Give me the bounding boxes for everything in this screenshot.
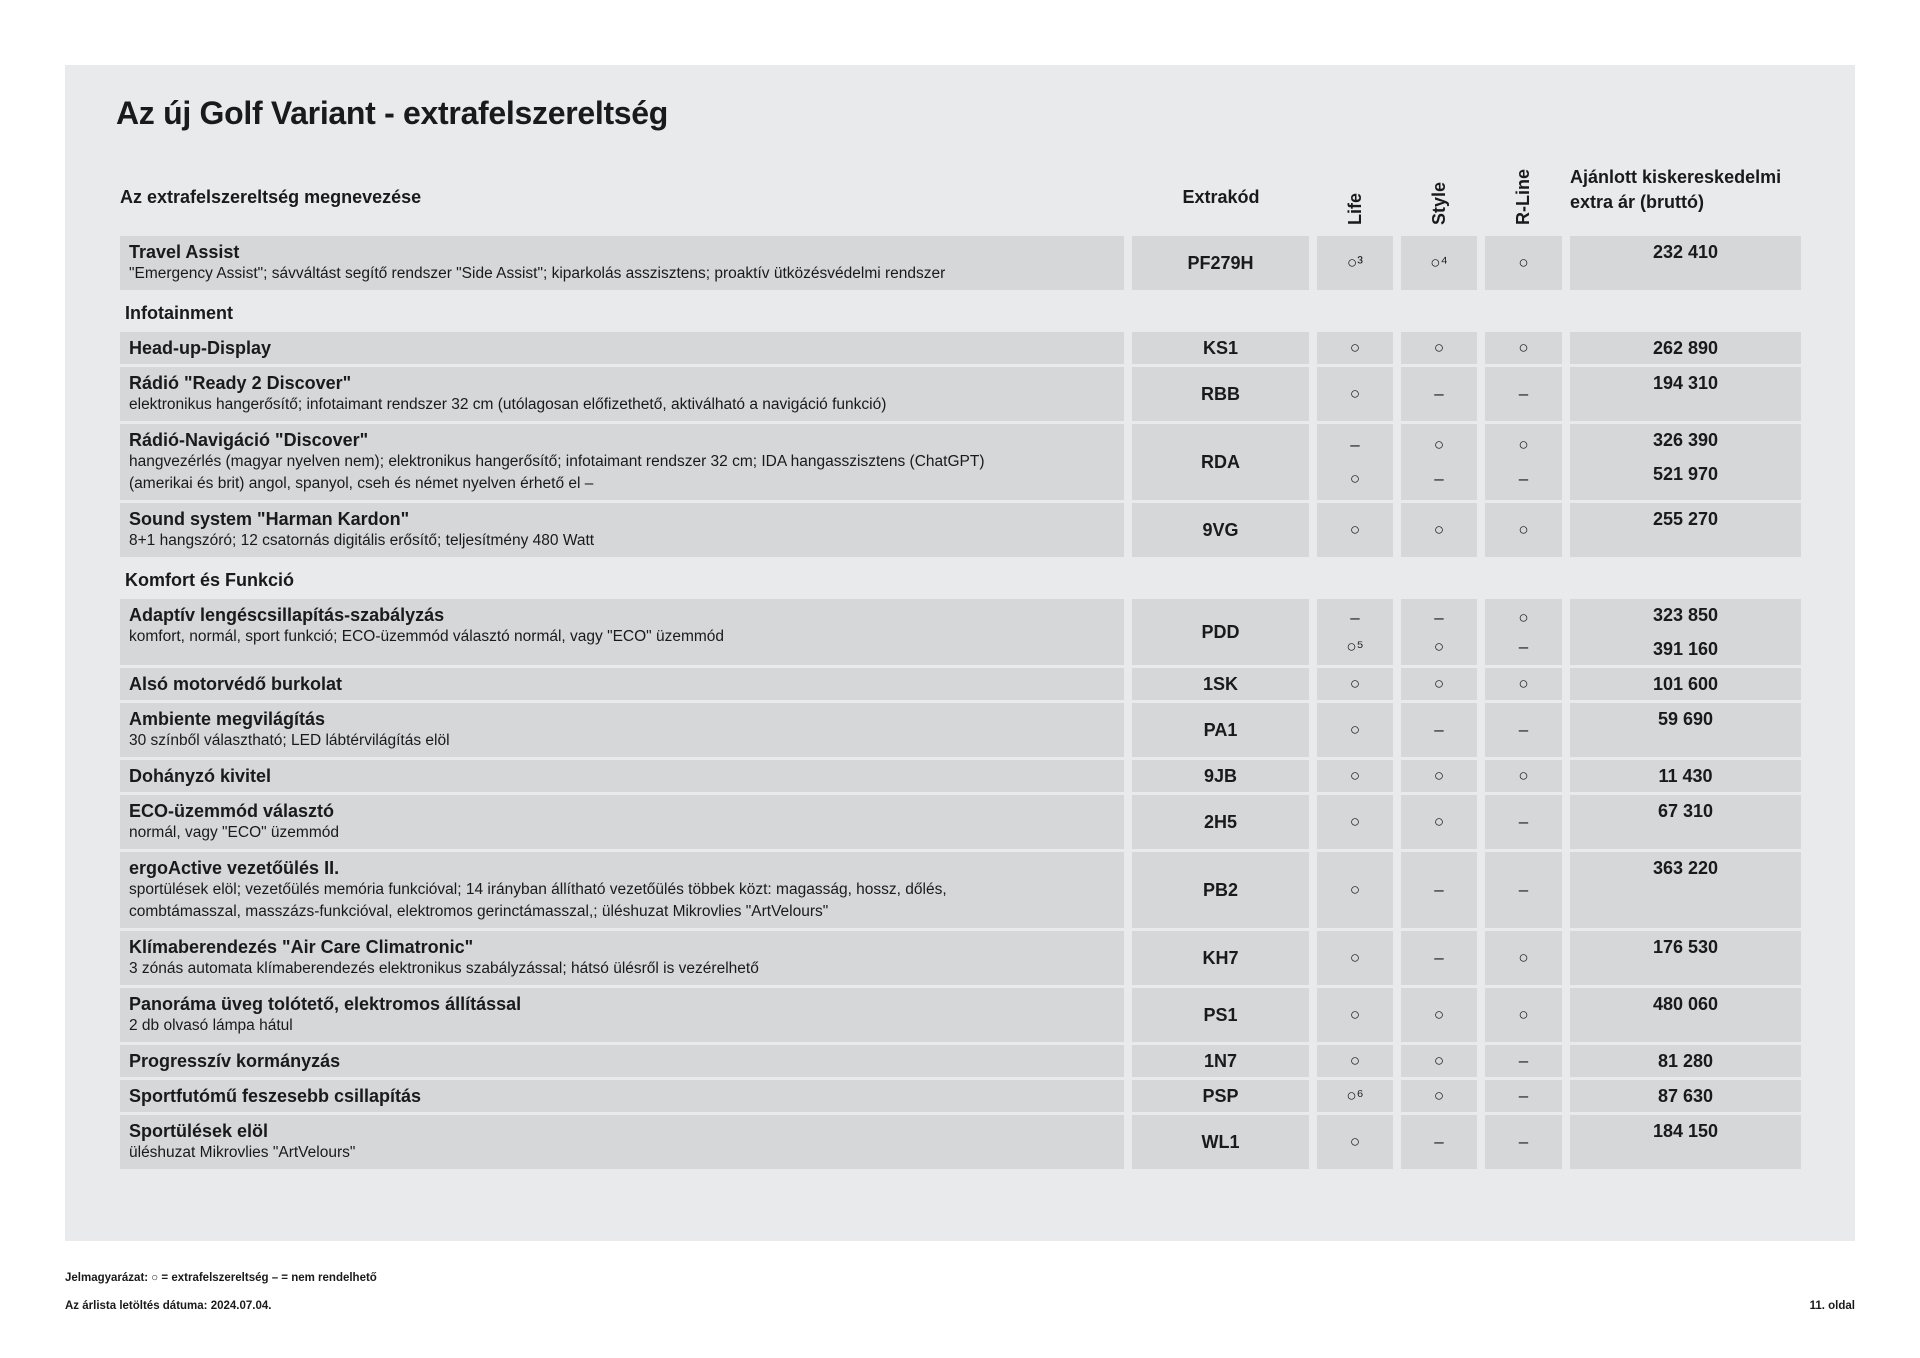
- page-title: Az új Golf Variant - extrafelszereltség: [116, 95, 669, 131]
- price-value: 81 280: [1657, 1051, 1714, 1071]
- table-row: [120, 236, 1810, 290]
- price-value: 232 410: [1652, 242, 1719, 262]
- rline-availability: [1485, 367, 1562, 421]
- price-cell: [1570, 795, 1801, 849]
- equipment-title: Alsó motorvédő burkolat: [129, 674, 343, 694]
- style-availability: [1401, 988, 1477, 1042]
- rline-availability: [1485, 931, 1562, 985]
- equipment-description: hangvezérlés (magyar nyelven nem); elektronikus hangerősítő; infotaimant rendszer 32 cm; IDA hangasszisztens (ChatGPT): [129, 453, 985, 470]
- price-cell: [1570, 424, 1801, 500]
- price-cell: [1570, 1080, 1801, 1112]
- equipment-description: 2 db olvasó lámpa hátul: [129, 1017, 293, 1034]
- life-availability: [1317, 703, 1393, 757]
- table-row: [120, 931, 1810, 985]
- rline-availability: [1485, 760, 1562, 792]
- life-mark: ○: [1349, 384, 1361, 403]
- style-availability: [1401, 599, 1477, 665]
- price-value: 101 600: [1652, 674, 1719, 694]
- life-mark: ○⁶: [1346, 1086, 1364, 1105]
- rline-mark: –: [1518, 469, 1529, 488]
- style-availability: [1401, 931, 1477, 985]
- price-value: 184 150: [1652, 1121, 1719, 1141]
- table-row: [120, 703, 1810, 757]
- equipment-description: 30 színből választható; LED lábtérvilágítás elöl: [129, 732, 450, 749]
- extra-code: PA1: [1132, 703, 1309, 757]
- header-price: Ajánlott kiskereskedelmi extra ár (bruttó): [1570, 167, 1782, 212]
- price-cell: [1570, 760, 1801, 792]
- style-availability: [1401, 503, 1477, 557]
- extra-code: WL1: [1132, 1115, 1309, 1169]
- life-availability: [1317, 503, 1393, 557]
- price-cell: [1570, 332, 1801, 364]
- header-rline: R-Line: [1513, 169, 1533, 225]
- rline-availability: [1485, 852, 1562, 928]
- rline-mark: ○: [1518, 948, 1529, 967]
- price-value: 323 850: [1652, 605, 1719, 625]
- life-availability: [1317, 424, 1393, 500]
- life-mark: ○: [1349, 338, 1361, 357]
- style-mark: ○⁴: [1430, 253, 1448, 272]
- rline-mark: –: [1518, 720, 1529, 739]
- life-mark: –: [1350, 435, 1360, 454]
- life-mark: ○: [1349, 1051, 1361, 1070]
- life-availability: [1317, 599, 1393, 665]
- life-availability: [1317, 988, 1393, 1042]
- style-availability: [1401, 236, 1477, 290]
- rline-mark: –: [1518, 880, 1529, 899]
- life-availability: [1317, 1045, 1393, 1077]
- life-mark: ○: [1349, 520, 1361, 539]
- life-availability: [1317, 931, 1393, 985]
- style-mark: ○: [1433, 674, 1445, 693]
- style-availability: [1401, 1080, 1477, 1112]
- rline-mark: –: [1518, 636, 1529, 656]
- style-mark: ○: [1433, 1051, 1445, 1070]
- price-value: 480 060: [1652, 994, 1719, 1014]
- name-cell: [120, 760, 1124, 792]
- price-cell: [1570, 931, 1801, 985]
- style-mark: ○: [1433, 1086, 1445, 1105]
- extra-code: 2H5: [1132, 795, 1309, 849]
- style-mark: –: [1434, 607, 1444, 627]
- price-value: 326 390: [1652, 430, 1719, 450]
- life-mark: ○: [1349, 812, 1361, 831]
- header-style: Style: [1429, 181, 1449, 225]
- table-row: [120, 332, 1810, 364]
- life-availability: [1317, 1115, 1393, 1169]
- life-mark: ○: [1349, 469, 1361, 488]
- price-value: 391 160: [1652, 639, 1719, 659]
- table-row: [120, 1080, 1810, 1112]
- style-mark: –: [1434, 384, 1444, 403]
- price-cell: [1570, 852, 1801, 928]
- extra-code: 1SK: [1132, 668, 1309, 700]
- price-value: 363 220: [1652, 858, 1719, 878]
- style-mark: –: [1434, 469, 1444, 488]
- table-row: [120, 795, 1810, 849]
- extra-code: PDD: [1132, 599, 1309, 665]
- rline-availability: [1485, 988, 1562, 1042]
- equipment-title: Klímaberendezés "Air Care Climatronic": [129, 937, 474, 957]
- extra-code: PB2: [1132, 852, 1309, 928]
- equipment-description: 3 zónás automata klímaberendezés elektronikus szabályzással; hátsó ülésről is vezérelhető: [129, 960, 759, 977]
- rline-availability: [1485, 332, 1562, 364]
- price-cell: [1570, 1115, 1801, 1169]
- price-value: 176 530: [1652, 937, 1719, 957]
- name-cell: [120, 703, 1124, 757]
- table-row: [120, 599, 1810, 665]
- name-cell: [120, 668, 1124, 700]
- equipment-title: ECO-üzemmód választó: [129, 801, 335, 821]
- rline-mark: –: [1518, 1051, 1529, 1070]
- rline-availability: [1485, 668, 1562, 700]
- style-mark: ○: [1433, 520, 1445, 539]
- life-availability: [1317, 367, 1393, 421]
- rline-mark: –: [1518, 1086, 1529, 1105]
- price-cell: [1570, 703, 1801, 757]
- style-mark: –: [1434, 720, 1444, 739]
- table-row: [120, 852, 1810, 928]
- extra-code: RBB: [1132, 367, 1309, 421]
- life-availability: [1317, 852, 1393, 928]
- rline-availability: [1485, 236, 1562, 290]
- equipment-title: Sound system "Harman Kardon": [129, 509, 410, 529]
- rline-mark: ○: [1518, 253, 1529, 272]
- life-mark: ○: [1349, 674, 1361, 693]
- price-value: 262 890: [1652, 338, 1719, 358]
- rline-mark: –: [1518, 812, 1529, 831]
- header-life: Life: [1345, 192, 1365, 225]
- rline-mark: ○: [1518, 338, 1529, 357]
- name-cell: [120, 795, 1124, 849]
- table-row: [120, 760, 1810, 792]
- rline-availability: [1485, 1080, 1562, 1112]
- extra-code: RDA: [1132, 424, 1309, 500]
- name-cell: [120, 367, 1124, 421]
- section-heading: Komfort és Funkció: [125, 570, 295, 590]
- life-mark: ○: [1349, 766, 1361, 785]
- price-cell: [1570, 236, 1801, 290]
- style-availability: [1401, 367, 1477, 421]
- rline-mark: ○: [1518, 674, 1529, 693]
- equipment-description: 8+1 hangszóró; 12 csatornás digitális erősítő; teljesítmény 480 Watt: [129, 532, 595, 549]
- style-availability: [1401, 852, 1477, 928]
- name-cell: [120, 424, 1124, 500]
- price-value: 67 310: [1657, 801, 1714, 821]
- equipment-title: ergoActive vezetőülés II.: [129, 858, 340, 878]
- equipment-title: Progresszív kormányzás: [129, 1051, 341, 1071]
- life-mark: –: [1350, 607, 1360, 627]
- price-cell: [1570, 668, 1801, 700]
- table-row: [120, 988, 1810, 1042]
- equipment-description: "Emergency Assist"; sávváltást segítő rendszer "Side Assist"; kiparkolás asszisztens; proaktív ütközésvédelmi rendszer: [129, 265, 946, 282]
- life-availability: [1317, 1080, 1393, 1112]
- extra-code: KH7: [1132, 931, 1309, 985]
- name-cell: [120, 503, 1124, 557]
- price-cell: [1570, 367, 1801, 421]
- rline-availability: [1485, 795, 1562, 849]
- extra-code: 9JB: [1132, 760, 1309, 792]
- equipment-description: üléshuzat Mikrovlies "ArtVelours": [129, 1144, 356, 1161]
- price-cell: [1570, 599, 1801, 665]
- legend: Jelmagyarázat: ○ = extrafelszereltség – = nem rendelhető: [65, 1272, 377, 1284]
- equipment-title: Dohányzó kivitel: [129, 766, 272, 786]
- equipment-title: Sportülések elöl: [129, 1121, 269, 1141]
- life-availability: [1317, 332, 1393, 364]
- style-mark: ○: [1433, 766, 1445, 785]
- equipment-table: [120, 236, 1810, 1172]
- style-mark: –: [1434, 948, 1444, 967]
- name-cell: [120, 1080, 1124, 1112]
- life-mark: ○⁵: [1346, 636, 1364, 656]
- name-cell: [120, 931, 1124, 985]
- extra-code: 1N7: [1132, 1045, 1309, 1077]
- rline-mark: ○: [1518, 766, 1529, 785]
- equipment-description: sportülések elöl; vezetőülés memória funkcióval; 14 irányban állítható vezetőülés többek közt: magasság, hossz, dőlés,: [129, 881, 947, 898]
- rline-availability: [1485, 424, 1562, 500]
- rline-mark: –: [1518, 1132, 1529, 1151]
- rline-availability: [1485, 503, 1562, 557]
- style-mark: ○: [1433, 1005, 1445, 1024]
- style-mark: ○: [1433, 812, 1445, 831]
- equipment-title: Rádió-Navigáció "Discover": [129, 430, 369, 450]
- style-mark: ○: [1433, 636, 1445, 656]
- equipment-title: Panoráma üveg tolótető, elektromos állítással: [129, 994, 522, 1014]
- extra-code: PSP: [1132, 1080, 1309, 1112]
- price-value: 87 630: [1657, 1086, 1714, 1106]
- style-mark: ○: [1433, 435, 1445, 454]
- equipment-description: (amerikai és brit) angol, spanyol, cseh és német nyelven érhető el –: [129, 475, 594, 492]
- life-mark: ○³: [1347, 253, 1363, 272]
- price-cell: [1570, 1045, 1801, 1077]
- style-availability: [1401, 1045, 1477, 1077]
- style-availability: [1401, 1115, 1477, 1169]
- name-cell: [120, 332, 1124, 364]
- table-row: [120, 503, 1810, 557]
- life-availability: [1317, 668, 1393, 700]
- life-mark: ○: [1349, 720, 1361, 739]
- name-cell: [120, 852, 1124, 928]
- life-mark: ○: [1349, 1132, 1361, 1151]
- rline-mark: ○: [1518, 435, 1529, 454]
- price-value: 59 690: [1657, 709, 1714, 729]
- price-value: 194 310: [1652, 373, 1719, 393]
- style-availability: [1401, 795, 1477, 849]
- equipment-title: Rádió "Ready 2 Discover": [129, 373, 352, 393]
- style-availability: [1401, 703, 1477, 757]
- style-mark: –: [1434, 1132, 1444, 1151]
- price-list-panel: [65, 65, 1855, 1241]
- equipment-description: combtámasszal, masszázs-funkcióval, elektromos gerinctámasszal,; üléshuzat Mikrovlies "ArtVelours": [129, 903, 829, 920]
- price-value: 521 970: [1652, 464, 1719, 484]
- rline-mark: ○: [1518, 1005, 1529, 1024]
- table-row: [120, 367, 1810, 421]
- rline-availability: [1485, 703, 1562, 757]
- header-name: Az extrafelszereltség megnevezése: [120, 187, 422, 207]
- equipment-description: normál, vagy "ECO" üzemmód: [129, 824, 339, 841]
- header-code: Extrakód: [1182, 187, 1260, 207]
- table-header: [120, 65, 1810, 229]
- name-cell: [120, 1045, 1124, 1077]
- price-value: 255 270: [1652, 509, 1719, 529]
- equipment-description: komfort, normál, sport funkció; ECO-üzemmód választó normál, vagy "ECO" üzemmód: [129, 628, 725, 645]
- equipment-title: Adaptív lengéscsillapítás-szabályzás: [129, 605, 445, 625]
- name-cell: [120, 1115, 1124, 1169]
- extra-code: PS1: [1132, 988, 1309, 1042]
- equipment-title: Head-up-Display: [129, 338, 272, 358]
- page-number: 11. oldal: [1809, 1300, 1855, 1312]
- name-cell: [120, 236, 1124, 290]
- table-row: [120, 424, 1810, 500]
- equipment-title: Travel Assist: [129, 242, 240, 262]
- rline-mark: ○: [1518, 607, 1529, 627]
- style-availability: [1401, 332, 1477, 364]
- life-availability: [1317, 236, 1393, 290]
- extra-code: 9VG: [1132, 503, 1309, 557]
- life-mark: ○: [1349, 948, 1361, 967]
- life-availability: [1317, 760, 1393, 792]
- table-row: [120, 1045, 1810, 1077]
- price-value: 11 430: [1658, 766, 1713, 786]
- life-availability: [1317, 795, 1393, 849]
- price-cell: [1570, 988, 1801, 1042]
- rline-availability: [1485, 1045, 1562, 1077]
- name-cell: [120, 599, 1124, 665]
- style-availability: [1401, 760, 1477, 792]
- rline-availability: [1485, 1115, 1562, 1169]
- style-availability: [1401, 424, 1477, 500]
- equipment-title: Sportfutómű feszesebb csillapítás: [129, 1086, 422, 1106]
- extra-code: PF279H: [1132, 236, 1309, 290]
- rline-availability: [1485, 599, 1562, 665]
- price-cell: [1570, 503, 1801, 557]
- equipment-description: elektronikus hangerősítő; infotaimant rendszer 32 cm (utólagosan előfizethető, aktiválható a navigáció funkció): [129, 396, 887, 413]
- rline-mark: ○: [1518, 520, 1529, 539]
- download-date: Az árlista letöltés dátuma: 2024.07.04.: [65, 1300, 272, 1312]
- life-mark: ○: [1349, 880, 1361, 899]
- table-row: [120, 668, 1810, 700]
- equipment-title: Ambiente megvilágítás: [129, 709, 326, 729]
- section-heading: Infotainment: [125, 303, 233, 323]
- style-mark: –: [1434, 880, 1444, 899]
- rline-mark: –: [1518, 384, 1529, 403]
- table-row: [120, 1115, 1810, 1169]
- name-cell: [120, 988, 1124, 1042]
- life-mark: ○: [1349, 1005, 1361, 1024]
- extra-code: KS1: [1132, 332, 1309, 364]
- style-mark: ○: [1433, 338, 1445, 357]
- style-availability: [1401, 668, 1477, 700]
